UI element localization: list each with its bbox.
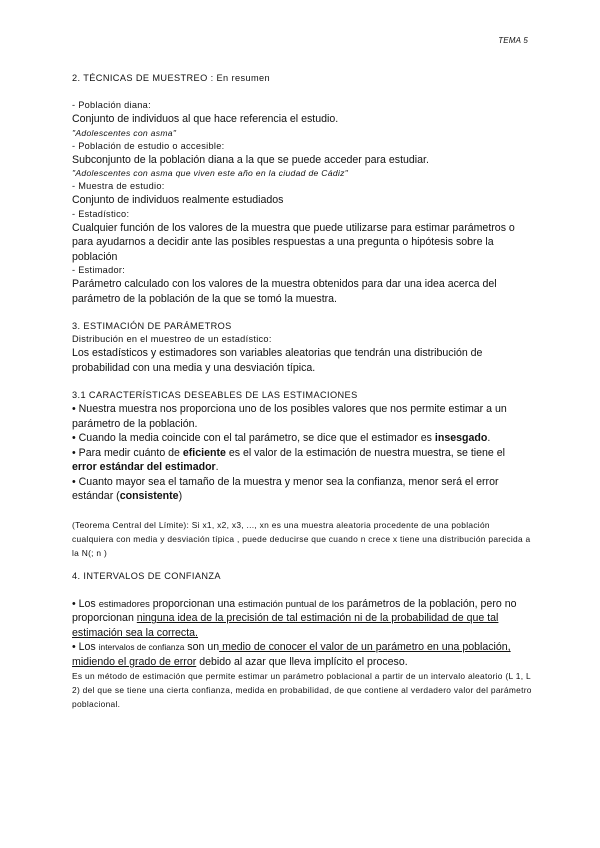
paragraph-metodo-estimacion: Es un método de estimación que permite estimar un parámetro poblacional a partir de un intervalo aleatorio (L 1, L 2) del que se tiene una cierta confianza, medida en probabilidad, de que contiene al verdadero valor del parámetro poblacional. (72, 671, 532, 709)
section-3-title: 3. ESTIMACIÓN DE PARÁMETROS (72, 321, 232, 331)
poblacion-diana-label: - Población diana: (72, 100, 151, 110)
estadistico-definition: Cualquier función de los valores de la muestra que puede utilizarse para estimar parámetros o para ayudarnos a decidir ante las posibles respuestas a una pregunta o hipótesis sobre la población (72, 221, 515, 263)
poblacion-estudio-label: - Población de estudio o accesible: (72, 140, 225, 151)
estadistico-label: - Estadístico: (72, 208, 130, 219)
muestra-label: - Muestra de estudio: (72, 181, 165, 191)
muestra-definition: Conjunto de individuos realmente estudiados (72, 194, 284, 206)
section-3-subtitle: Distribución en el muestreo de un estadístico: (72, 334, 272, 344)
poblacion-estudio-example: "Adolescentes con asma que viven este año en la ciudad de Cádiz" (72, 168, 349, 178)
section-4-title: 4. INTERVALOS DE CONFIANZA (72, 570, 221, 581)
poblacion-diana-definition: Conjunto de individuos al que hace referencia el estudio. (72, 113, 339, 125)
paragraph-intervalos: • Los intervalos de confianza son un medio de conocer el valor de un parámetro en una población, midiendo el grado de error debido al azar que lleva implícito el proceso. (72, 641, 511, 668)
bullet-muestra-valores: • Nuestra muestra nos proporciona uno de los posibles valores que nos permite estimar a un parámetro de la población. (72, 403, 507, 430)
section-3-text: Los estadísticos y estimadores son variables aleatorias que tendrán una distribución de probabilidad con una media y una desviación típica. (72, 347, 483, 374)
bullet-insesgado: • Cuando la media coincide con el tal parámetro, se dice que el estimador es insesgado. (72, 432, 491, 444)
document-content (72, 72, 532, 711)
estimador-definition: Parámetro calculado con los valores de la muestra obtenidos para dar una idea acerca del parámetro de la población de la que se tomó la muestra. (72, 278, 497, 305)
paragraph-estimadores: • Los estimadores proporcionan una estimación puntual de los parámetros de la población, pero no proporcionan ninguna idea de la precisión de tal estimación ni de la probabilidad de que tal estimación sea la correcta. (72, 597, 517, 639)
poblacion-diana-example: "Adolescentes con asma" (72, 127, 177, 138)
bullet-consistente: • Cuanto mayor sea el tamaño de la muestra y menor sea la confianza, menor será el error estándar (consistente) (72, 475, 499, 502)
poblacion-estudio-definition: Subconjunto de la población diana a la que se puede acceder para estudiar. (72, 153, 429, 166)
page-header-tema: TEMA 5 (498, 36, 528, 45)
section-3-1-title: 3.1 CARACTERÍSTICAS DESEABLES DE LAS ESTIMACIONES (72, 390, 358, 400)
teorema-central-limite: (Teorema Central del Límite): Si x1, x2, x3, ..., xn es una muestra aleatoria procedente de una población cualquiera con media y desviación típica , puede deducirse que cuando n crece x tiene una distribución parecida a la N(; n ) (72, 519, 531, 558)
bullet-eficiente: • Para medir cuánto de eficiente es el valor de la estimación de nuestra muestra, se tiene el error estándar del estimador. (72, 446, 505, 473)
section-2-title: 2. TÉCNICAS DE MUESTREO : En resumen (72, 73, 271, 83)
estimador-label: - Estimador: (72, 265, 126, 275)
